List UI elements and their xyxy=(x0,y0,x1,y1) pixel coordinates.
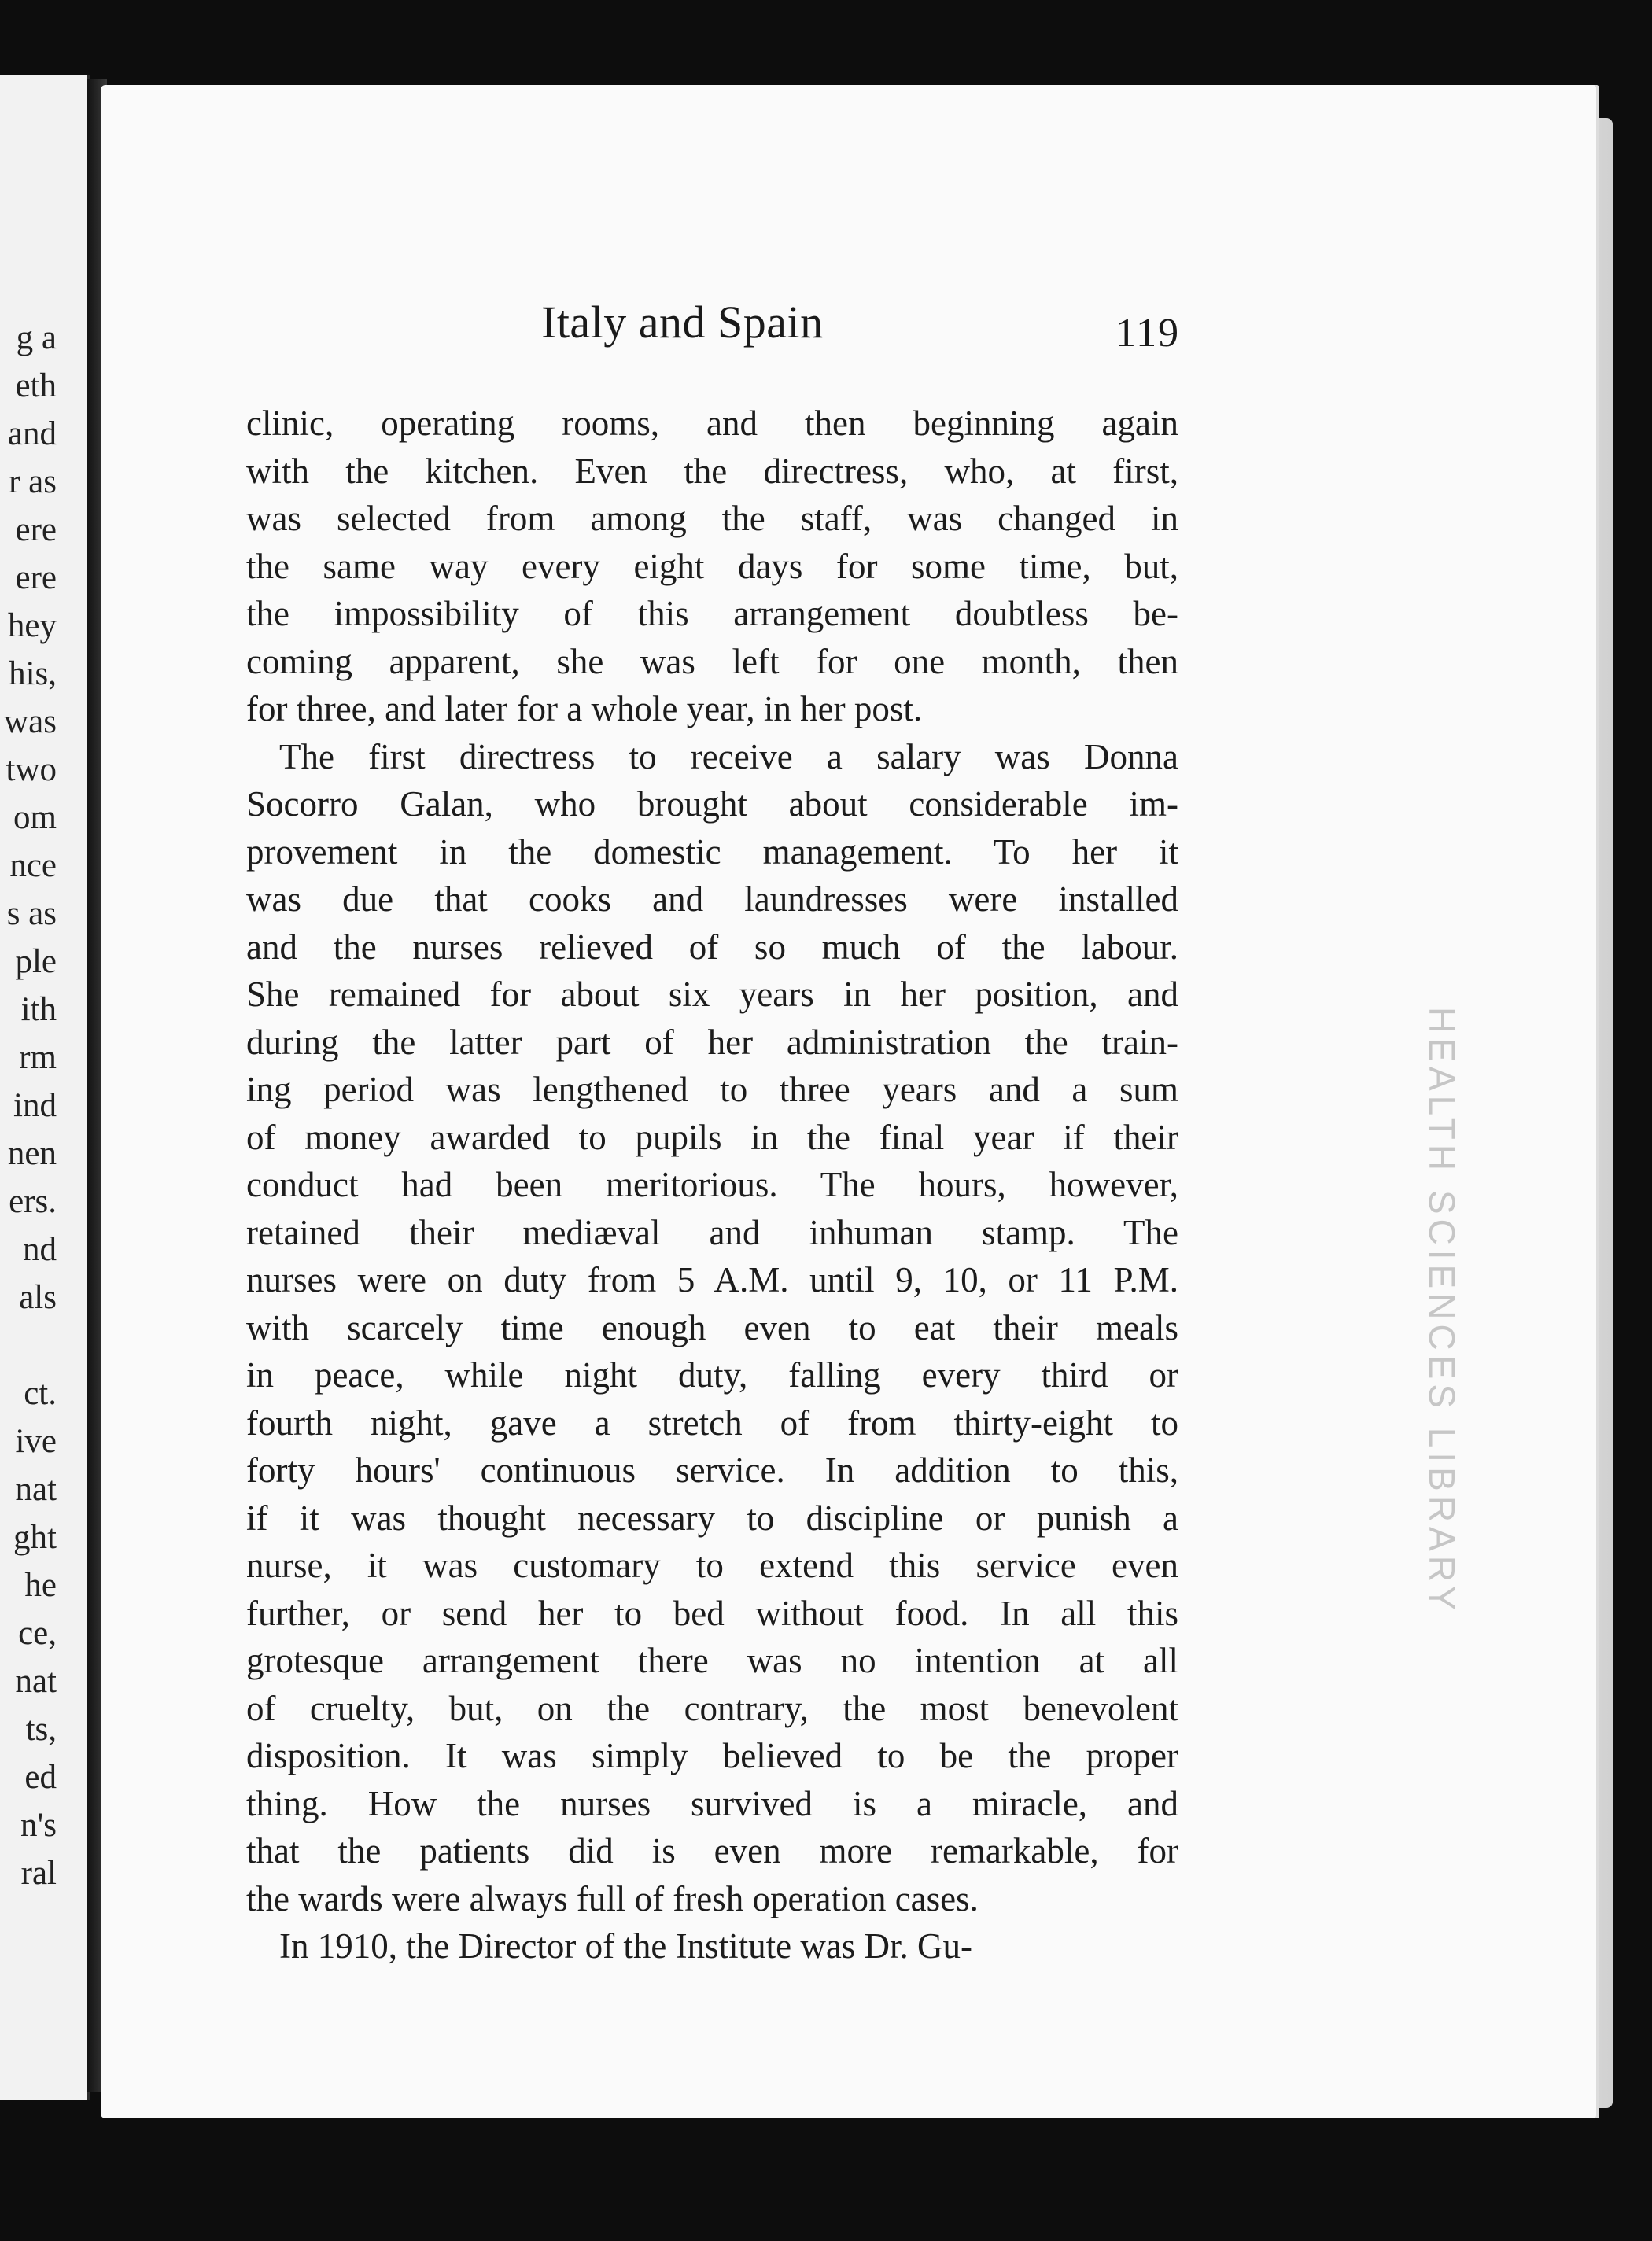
text-line: clinic, operating rooms, and then beginning again xyxy=(246,404,1178,443)
previous-page-fragment: ind xyxy=(13,1087,57,1124)
previous-page-fragment: eth xyxy=(15,367,57,404)
previous-page-fragment: nat xyxy=(15,1471,57,1508)
text-line: She remained for about six years in her position, and xyxy=(246,975,1178,1014)
previous-page-fragment: ple xyxy=(15,943,57,980)
text-line: the wards were always full of fresh operation cases. xyxy=(246,1878,979,1918)
previous-page-fragment: s as xyxy=(6,895,57,932)
previous-page-fragment: als xyxy=(19,1279,57,1316)
text-line: The first directress to receive a salary was Donna xyxy=(279,736,1178,776)
page-number: 119 xyxy=(1115,311,1181,356)
text-line: Socorro Galan, who brought about considerable im- xyxy=(246,784,1178,824)
previous-page-fragment: ed xyxy=(24,1759,57,1796)
text-line: was selected from among the staff, was changed in xyxy=(246,499,1178,538)
text-line: during the latter part of her administration the train- xyxy=(246,1022,1178,1062)
previous-page-fragment: ers. xyxy=(9,1183,57,1220)
text-line: grotesque arrangement there was no intention at all xyxy=(246,1641,1178,1680)
previous-page-fragment: and xyxy=(7,415,57,452)
text-line: nurses were on duty from 5 A.M. until 9, 10, or 11 P.M. xyxy=(246,1260,1178,1299)
previous-page-fragment: r as xyxy=(9,463,57,500)
previous-page-fragment: nd xyxy=(23,1231,57,1268)
text-line: further, or send her to bed without food. In all this xyxy=(246,1593,1178,1633)
previous-page-fragment: ct. xyxy=(24,1375,57,1412)
previous-page-fragment: was xyxy=(4,703,57,740)
previous-page-fragment: nat xyxy=(15,1663,57,1700)
previous-page-edge xyxy=(0,75,90,2100)
previous-page-fragment: hey xyxy=(7,607,57,644)
previous-page-fragment: g a xyxy=(16,319,57,356)
previous-page-fragment: ral xyxy=(20,1855,57,1892)
previous-page-fragment: ive xyxy=(15,1423,57,1460)
text-line: In 1910, the Director of the Institute was Dr. Gu- xyxy=(279,1926,973,1966)
text-line: of cruelty, but, on the contrary, the most benevolent xyxy=(246,1688,1178,1728)
text-line: for three, and later for a whole year, in her post. xyxy=(246,689,923,728)
text-line: provement in the domestic management. To her it xyxy=(246,831,1178,872)
previous-page-fragment: ith xyxy=(20,991,57,1028)
text-line: in peace, while night duty, falling every third or xyxy=(246,1355,1178,1395)
text-line: disposition. It was simply believed to be the proper xyxy=(246,1736,1178,1775)
text-line: with the kitchen. Even the directress, who, at first, xyxy=(246,451,1178,491)
previous-page-fragment: ce, xyxy=(18,1615,57,1652)
text-line: forty hours' continuous service. In addition to this, xyxy=(246,1450,1178,1490)
text-line: conduct had been meritorious. The hours, however, xyxy=(246,1165,1178,1204)
body-text xyxy=(246,400,1178,1970)
library-stamp: HEALTH SCIENCES LIBRARY xyxy=(1422,1007,1462,1615)
text-line: if it was thought necessary to discipline or punish a xyxy=(246,1498,1178,1538)
previous-page-fragment: his, xyxy=(9,655,57,692)
text-line: with scarcely time enough even to eat their meals xyxy=(246,1307,1178,1347)
text-line: coming apparent, she was left for one month, then xyxy=(246,641,1178,681)
text-line: nurse, it was customary to extend this service even xyxy=(246,1546,1178,1585)
previous-page-fragment: ght xyxy=(13,1519,57,1556)
previous-page-fragment: nce xyxy=(9,847,57,884)
text-line: that the patients did is even more remarkable, for xyxy=(246,1831,1178,1871)
previous-page-fragment: ere xyxy=(15,511,57,548)
previous-page-fragment: n's xyxy=(20,1807,57,1844)
text-line: retained their mediæval and inhuman stamp. The xyxy=(246,1212,1178,1252)
text-line: the impossibility of this arrangement doubtless be- xyxy=(246,594,1178,633)
previous-page-fragment: rm xyxy=(19,1039,57,1076)
text-line: ing period was lengthened to three years and a sum xyxy=(246,1070,1178,1109)
previous-page-fragment: nen xyxy=(7,1135,57,1172)
text-line: the same way every eight days for some time, but, xyxy=(246,546,1178,586)
text-line: and the nurses relieved of so much of the labour. xyxy=(246,927,1178,967)
previous-page-fragment: two xyxy=(6,751,57,788)
running-title: Italy and Spain xyxy=(541,297,824,348)
text-line: thing. How the nurses survived is a miracle, and xyxy=(246,1783,1178,1823)
text-line: was due that cooks and laundresses were installed xyxy=(246,879,1178,919)
previous-page-fragment: ts, xyxy=(25,1711,57,1748)
previous-page-fragment: om xyxy=(13,799,57,836)
text-line: of money awarded to pupils in the final year if their xyxy=(246,1117,1178,1157)
previous-page-fragment: ere xyxy=(15,559,57,596)
text-line: fourth night, gave a stretch of from thirty-eight to xyxy=(246,1402,1178,1443)
previous-page-fragment: he xyxy=(24,1567,57,1604)
